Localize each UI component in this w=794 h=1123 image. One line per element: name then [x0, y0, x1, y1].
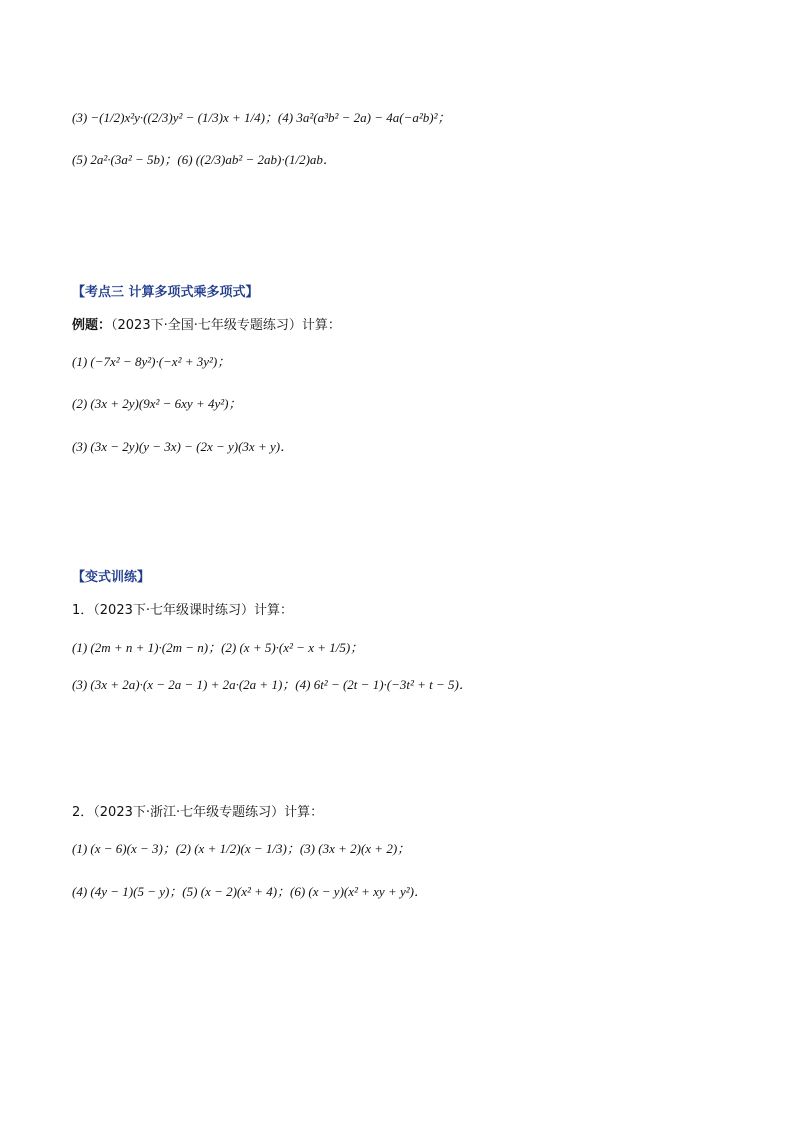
problem-line-3-4: (3) −(1/2)x²y·((2/3)y² − (1/3)x + 1/4)；(4) 3a²(a³b² − 2a) − 4a(−a²b)²；: [72, 110, 451, 125]
question-1-line-1: (1) (2m + n + 1)·(2m − n)；(2) (x + 5)·(x² − x + 1/5)；: [72, 640, 364, 655]
question-1-line-2: (3) (3x + 2a)·(x − 2a − 1) + 2a·(2a + 1)；(4) 6t² − (2t − 1)·(−3t² + t − 5)．: [72, 677, 472, 692]
problem-line-5-6: (5) 2a²·(3a² − 5b)；(6) ((2/3)ab² − 2ab)·(1/2)ab．: [72, 152, 336, 167]
variant-heading: 【变式训练】: [72, 570, 151, 585]
example-item-2: (2) (3x + 2y)(9x² − 6xy + 4y²)；: [72, 396, 242, 411]
section-heading-3: 【考点三 计算多项式乘多项式】: [72, 285, 259, 300]
example-item-3: (3) (3x − 2y)(y − 3x) − (2x − y)(3x + y)．: [72, 439, 294, 454]
question-2-line-1: (1) (x − 6)(x − 3)；(2) (x + 1/2)(x − 1/3)；(3) (3x + 2)(x + 2)；: [72, 841, 411, 856]
question-2-line-2: (4) (4y − 1)(5 − y)；(5) (x − 2)(x² + 4)；(6) (x − y)(x² + xy + y²)．: [72, 884, 427, 899]
question-2-title: 2．（2023下·浙江·七年级专题练习）计算：: [72, 805, 324, 820]
question-1-title: 1．（2023下·七年级课时练习）计算：: [72, 603, 293, 618]
example-source: （2023下·全国·七年级专题练习）计算：: [111, 318, 341, 333]
example-label: 例题：: [72, 318, 112, 333]
example-line: [72, 316, 341, 336]
example-item-1: (1) (−7x² − 8y²)·(−x² + 3y²)；: [72, 354, 231, 369]
